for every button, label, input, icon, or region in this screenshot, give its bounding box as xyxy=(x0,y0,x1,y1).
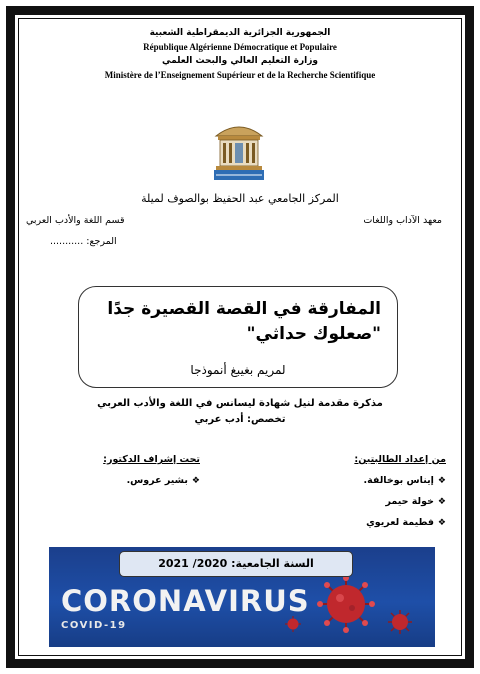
institute-name: معهد الآداب واللغات xyxy=(363,215,442,226)
banner-headline: CORONAVIRUS xyxy=(61,584,310,618)
header-french-ministry: Ministère de l’Enseignement Supérieur et de la Recherche Scientifique xyxy=(104,70,376,80)
header-arabic-republic: الجمهورية الجزائرية الديمقراطية الشعبية xyxy=(149,28,331,38)
diamond-bullet-icon: ❖ xyxy=(437,518,446,528)
student-item xyxy=(326,496,446,507)
header-arabic-ministry: وزارة التعليم العالي والبحث العلمي xyxy=(161,56,319,66)
department-name: قسم اللغة والأدب العربي xyxy=(26,215,125,226)
student-item xyxy=(326,475,446,486)
supervisor-block xyxy=(60,454,200,496)
supervisor-heading: تحت إشراف الدكتور: xyxy=(103,454,200,465)
university-centre-name: المركز الجامعي عبد الحفيظ بوالصوف لميلة xyxy=(141,192,339,205)
coronavirus-banner xyxy=(49,547,435,647)
document-page xyxy=(24,24,456,650)
reference-field: المرجع: ........... xyxy=(50,236,117,247)
header-french-republic: République Algérienne Démocratique et Populaire xyxy=(143,42,337,52)
student-name: إيناس بوخالفة. xyxy=(363,475,434,486)
thesis-title: المفارقة في القصة القصيرة جدًا "صعلوك حداثي" xyxy=(107,299,381,344)
student-name: فطيمة لعريوي xyxy=(366,517,434,528)
university-building-logo xyxy=(208,116,270,184)
specialty: تخصص: أدب عربي xyxy=(194,414,286,425)
academic-year-box: السنة الجامعية: 2020/ 2021 xyxy=(119,551,353,577)
students-heading: من إعداد الطالبتين: xyxy=(354,454,446,465)
diamond-bullet-icon: ❖ xyxy=(191,476,200,486)
supervisor-item xyxy=(60,475,200,486)
supervisor-name: بشير عروس. xyxy=(126,475,188,486)
title-box xyxy=(78,286,398,388)
diamond-bullet-icon: ❖ xyxy=(437,476,446,486)
thesis-subtitle: لمريم بغيبغ أنموذجا xyxy=(190,363,286,377)
diamond-bullet-icon: ❖ xyxy=(437,497,446,507)
student-item xyxy=(326,517,446,528)
memo-description: مذكرة مقدمة لنيل شهادة ليسانس في اللغة والأدب العربي xyxy=(97,398,383,409)
student-name: خولة حيمر xyxy=(385,496,434,507)
banner-subline: COVID-19 xyxy=(61,620,127,631)
students-block xyxy=(326,454,446,538)
